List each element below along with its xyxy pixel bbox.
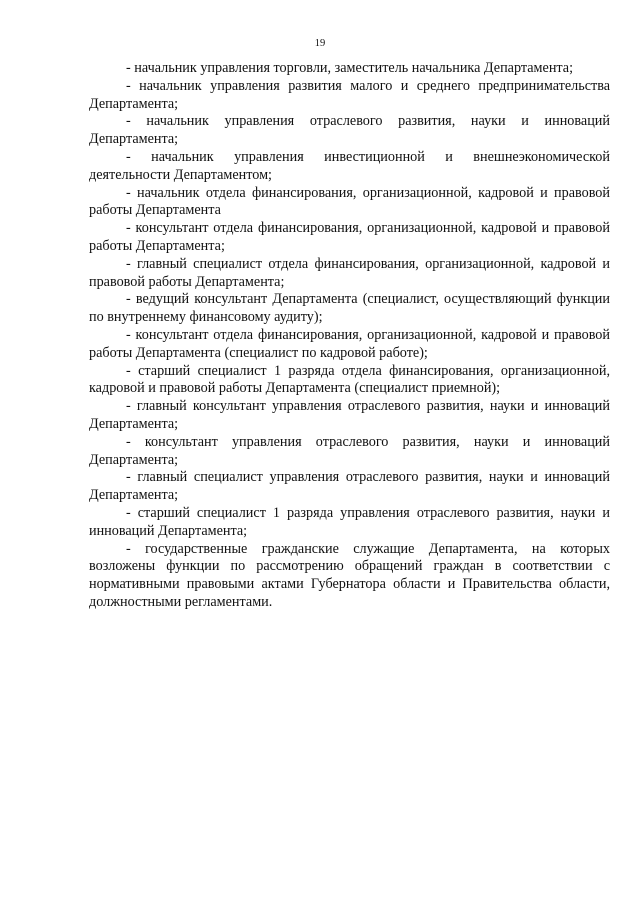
list-item: - начальник управления инвестиционной и внешнеэкономической деятельности Департаментом; bbox=[89, 148, 610, 183]
list-item: - главный специалист отдела финансирования, организационной, кадровой и правовой работы Департамента; bbox=[89, 255, 610, 290]
list-item: - главный специалист управления отраслевого развития, науки и инноваций Департамента; bbox=[89, 469, 610, 504]
page-number: 19 bbox=[314, 38, 326, 49]
list-item: - консультант управления отраслевого развития, науки и инноваций Департамента; bbox=[89, 433, 610, 468]
list-item: - начальник управления развития малого и среднего предпринимательства Департамента; bbox=[89, 77, 610, 112]
list-item: - государственные гражданские служащие Департамента, на которых возложены функции по рассмотрению обращений граждан в соответствии с нормативными правовыми актами Губернатора области и Правительства области, должностными регламентами. bbox=[89, 540, 610, 610]
list-item: - главный консультант управления отраслевого развития, науки и инноваций Департамента; bbox=[89, 398, 610, 432]
list-item: - начальник управления отраслевого развития, науки и инноваций Департамента; bbox=[89, 113, 610, 148]
document-body bbox=[89, 60, 610, 612]
list-item: - ведущий консультант Департамента (специалист, осуществляющий функции по внутреннему финансовому аудиту); bbox=[89, 291, 610, 326]
list-item: - старший специалист 1 разряда отдела финансирования, организационной, кадровой и правовой работы Департамента (специалист приемной); bbox=[89, 362, 610, 397]
list-item: - старший специалист 1 разряда управления отраслевого развития, науки и инноваций Департамента; bbox=[89, 504, 610, 539]
list-item: - консультант отдела финансирования, организационной, кадровой и правовой работы Департамента; bbox=[89, 220, 610, 254]
list-item: - начальник отдела финансирования, организационной, кадровой и правовой работы Департамента bbox=[89, 184, 610, 219]
list-item: - начальник управления торговли, заместитель начальника Департамента; bbox=[126, 60, 574, 76]
list-item: - консультант отдела финансирования, организационной, кадровой и правовой работы Департамента (специалист по кадровой работе); bbox=[89, 326, 610, 361]
